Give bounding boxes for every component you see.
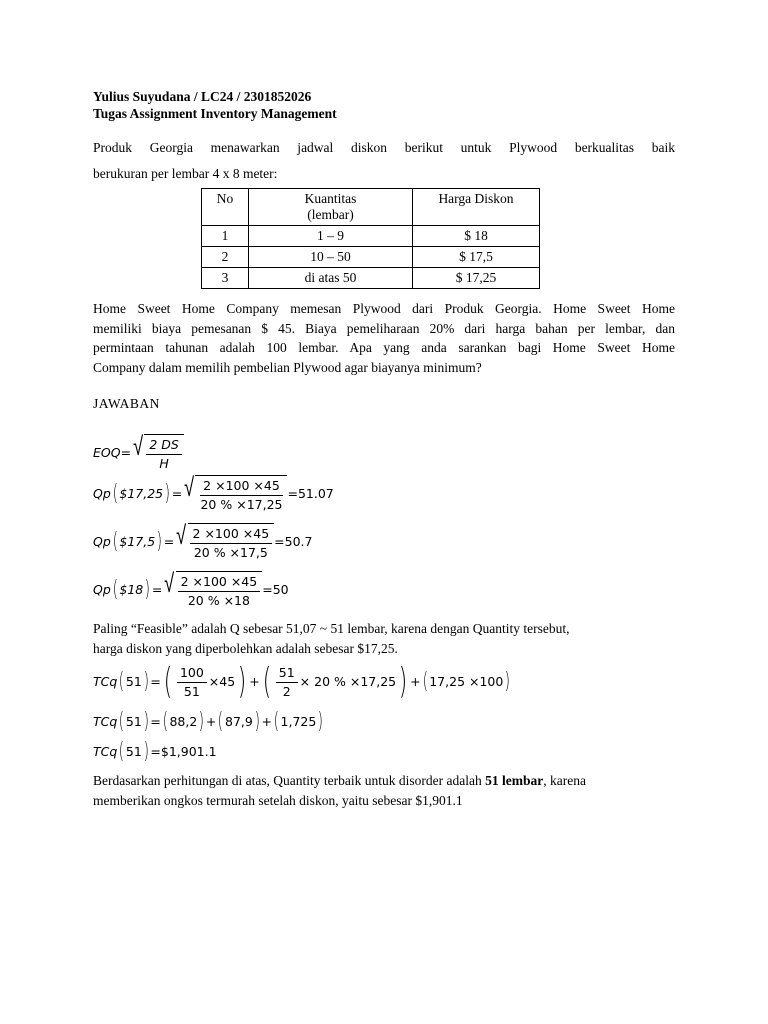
qp-arg: $17,25	[119, 486, 164, 501]
header-quantity-line1: Kuantitas	[304, 191, 357, 206]
answer-heading: JAWABAN	[93, 396, 160, 411]
author-line: Yulius Suyudana / LC24 / 2301852026	[93, 89, 312, 104]
qp-denominator: 20 % ×17,25	[200, 497, 283, 512]
qp-formula-2: Qp ( $17,5 ) = √ $\frac{2 \times 100 \times 45}{20 \% \times 17,5}$ = 50.7	[93, 521, 313, 560]
feasible-paragraph	[93, 619, 569, 658]
tc-formula-1: TCq ( 51 ) = ( $\frac{100}{51}$ ×45 ) + ( $\frac{51}{2}$ × 20 % ×17,25 ) + ( 17,25 ×100 )	[93, 661, 511, 702]
conclusion-text-b: , karena	[543, 773, 586, 788]
cell-qty: 1 – 9	[249, 226, 413, 247]
intro-paragraph	[93, 138, 675, 158]
problem-line-1: Home Sweet Home Company memesan Plywood dari Produk Georgia. Home Sweet Home	[93, 301, 675, 316]
eoq-numerator: 2 DS	[146, 437, 182, 455]
tc-lhs: TCq	[93, 714, 118, 729]
tc-value-b: 87,9	[225, 714, 253, 729]
header-quantity	[249, 189, 413, 226]
eoq-formula: EOQ = √ $\frac{2 DS}{H}$	[93, 434, 184, 472]
qp-arg: $18	[119, 582, 144, 597]
qp-result: 50.7	[284, 534, 313, 549]
qp-lhs: Qp	[93, 534, 111, 549]
tc-arg: 51	[125, 744, 142, 759]
tc-frac1-den: 51	[183, 683, 200, 699]
cell-price: $ 18	[413, 226, 540, 247]
feasible-line-1: Paling “Feasible” adalah Q sebesar 51,07 ~ 51 lembar, karena dengan Quantity tersebut,	[93, 621, 570, 636]
qp-lhs: Qp	[93, 582, 111, 597]
header-quantity-line2: (lembar)	[307, 207, 354, 222]
header-no: No	[202, 189, 249, 226]
tc-lhs: TCq	[93, 744, 118, 759]
tc-frac2-num: 51	[276, 665, 298, 683]
cell-price: $ 17,25	[413, 268, 540, 289]
qp-numerator: 2 ×100 ×45	[178, 574, 261, 592]
qp-numerator: 2 ×100 ×45	[200, 478, 283, 496]
qp-formula-1: Qp ( $17,25 ) = √ $\frac{2 \times 100 \times 45}{20 \% \times 17,25}$ = 51.07	[93, 473, 334, 512]
intro-paragraph-end	[93, 164, 675, 184]
tc-value-a: 88,2	[169, 714, 198, 729]
header-price: Harga Diskon	[413, 189, 540, 226]
tc-formula-3: TCq ( 51 ) = $1,901.1	[93, 739, 217, 764]
table-row	[202, 226, 540, 247]
cell-qty: 10 – 50	[249, 247, 413, 268]
table-row	[202, 268, 540, 289]
sqrt-symbol: √ $\frac{2 DS}{H}$	[131, 434, 184, 472]
eoq-lhs: EOQ	[93, 445, 121, 460]
qp-formula-3: Qp ( $18 ) = √ $\frac{2 \times 100 \times 45}{20 \% \times 18}$ = 50	[93, 569, 289, 608]
conclusion-text-a: Berdasarkan perhitungan di atas, Quantity terbaik untuk disorder adalah	[93, 773, 486, 788]
tc-formula-2: TCq ( 51 ) = ( 88,2 ) + ( 87,9 ) + ( 1,725 )	[93, 709, 324, 734]
problem-line-4: Company dalam memilih pembelian Plywood agar biayanya minimum?	[93, 359, 482, 375]
qp-denominator: 20 % ×17,5	[193, 545, 268, 560]
cell-no: 1	[202, 226, 249, 247]
discount-table	[201, 188, 540, 289]
table-header-row	[202, 189, 540, 226]
tc-value-c: 1,725	[280, 714, 317, 729]
cell-no: 2	[202, 247, 249, 268]
qp-arg: $17,5	[119, 534, 156, 549]
tc-arg: 51	[125, 714, 142, 729]
tc-result: $1,901.1	[160, 744, 217, 759]
tc-lhs: TCq	[93, 674, 118, 689]
qp-numerator: 2 ×100 ×45	[190, 526, 273, 544]
table-row	[202, 247, 540, 268]
cell-no: 3	[202, 268, 249, 289]
intro-line-2: berukuran per lembar 4 x 8 meter:	[93, 166, 278, 181]
tc-term3: 17,25 ×100	[429, 674, 504, 689]
conclusion-paragraph	[93, 771, 586, 810]
qp-result: 51.07	[297, 486, 334, 501]
cell-qty: di atas 50	[249, 268, 413, 289]
tc-frac2-tail: × 20 % ×17,25	[299, 674, 397, 689]
assignment-title: Tugas Assignment Inventory Management	[93, 106, 337, 121]
tc-frac2-den: 2	[282, 683, 291, 699]
tc-frac1-tail: ×45	[208, 674, 236, 689]
cell-price: $ 17,5	[413, 247, 540, 268]
tc-frac1-num: 100	[177, 665, 207, 683]
problem-line-3: permintaan tahunan adalah 100 lembar. Apa yang anda sarankan bagi Home Sweet Home	[93, 340, 675, 355]
conclusion-bold: 51 lembar	[485, 773, 544, 788]
feasible-line-2: harga diskon yang diperbolehkan adalah sebesar $17,25.	[93, 640, 398, 656]
conclusion-line-2: memberikan ongkos termurah setelah diskon, yaitu sebesar $1,901.1	[93, 792, 463, 808]
problem-paragraph	[93, 299, 675, 377]
qp-result: 50	[272, 582, 289, 597]
qp-lhs: Qp	[93, 486, 111, 501]
qp-denominator: 20 % ×18	[187, 593, 250, 608]
problem-line-2: memiliki biaya pemesanan $ 45. Biaya pemeliharaan 20% dari harga bahan per lembar, dan	[93, 320, 675, 336]
intro-line-1: Produk Georgia menawarkan jadwal diskon berikut untuk Plywood berkualitas baik	[93, 140, 675, 155]
tc-arg: 51	[125, 674, 142, 689]
eoq-denominator: H	[159, 456, 169, 471]
